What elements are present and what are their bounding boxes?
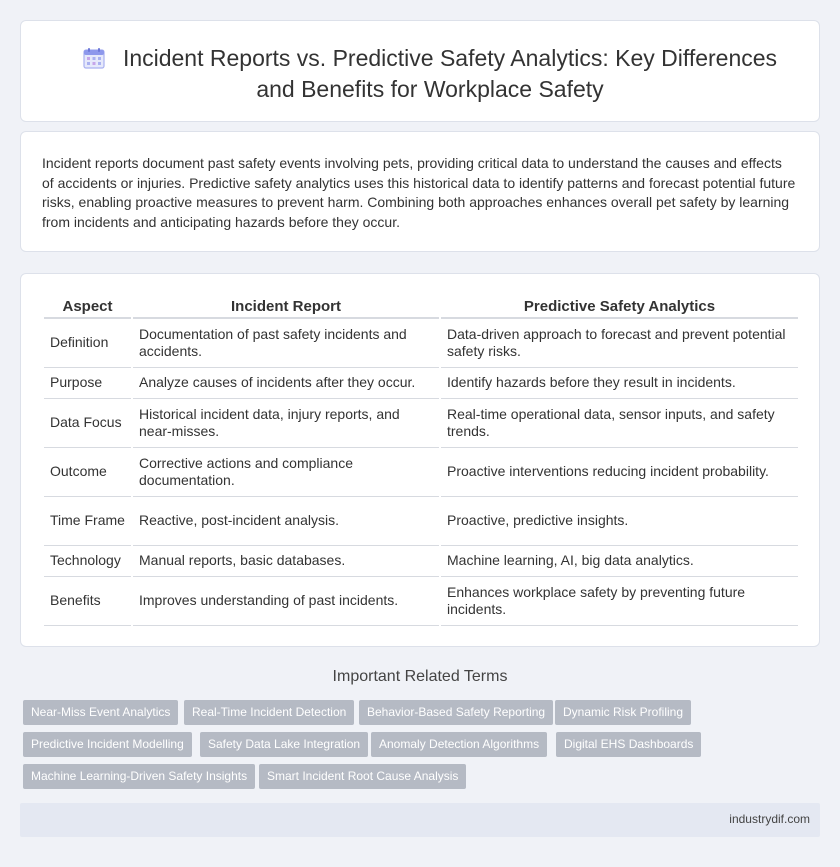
related-term-tag[interactable]: Dynamic Risk Profiling (555, 700, 691, 725)
footer-site-link[interactable]: industrydif.com (729, 812, 810, 826)
header-aspect: Aspect (44, 295, 131, 319)
title-line-1: Incident Reports vs. Predictive Safety Analytics: Key Differences (122, 45, 778, 71)
incident-report-cell: Corrective actions and compliance documentation. (133, 448, 439, 497)
incident-report-cell: Historical incident data, injury reports, and near-misses. (133, 399, 439, 448)
related-term-tag[interactable]: Smart Incident Root Cause Analysis (259, 764, 466, 789)
predictive-analytics-cell: Real-time operational data, sensor inputs, and safety trends. (441, 399, 798, 448)
predictive-analytics-cell: Proactive interventions reducing incident probability. (441, 448, 798, 497)
aspect-cell: Purpose (44, 368, 131, 399)
table-row (44, 319, 798, 368)
incident-report-cell: Improves understanding of past incidents. (133, 577, 439, 626)
table-row (44, 368, 798, 399)
related-term-tag[interactable]: Anomaly Detection Algorithms (371, 732, 547, 757)
table-row (44, 577, 798, 626)
intro-paragraph: Incident reports document past safety events involving pets, providing critical data to understand the causes and effects of accidents or injuries. Predictive safety analytics uses this historical data to identify patterns and forecast potential future risks, enabling proactive measures to prevent harm. Combining both approaches enhances overall pet safety by learning from incidents and anticipating hazards before they occur. (42, 155, 796, 230)
header-predictive-analytics: Predictive Safety Analytics (441, 295, 798, 319)
aspect-cell: Definition (44, 319, 131, 368)
related-term-tag[interactable]: Digital EHS Dashboards (556, 732, 701, 757)
page-title (61, 43, 799, 105)
incident-report-cell: Analyze causes of incidents after they occur. (133, 368, 439, 399)
related-term-tag[interactable]: Behavior-Based Safety Reporting (359, 700, 553, 725)
title-card (20, 20, 820, 122)
calendar-icon (83, 48, 105, 69)
footer-bar (20, 803, 820, 837)
aspect-cell: Time Frame (44, 497, 131, 546)
comparison-card (20, 273, 820, 647)
related-term-tag[interactable]: Predictive Incident Modelling (23, 732, 192, 757)
table-row (44, 448, 798, 497)
aspect-cell: Benefits (44, 577, 131, 626)
comparison-table (42, 295, 800, 626)
incident-report-cell: Manual reports, basic databases. (133, 546, 439, 577)
aspect-cell: Technology (44, 546, 131, 577)
predictive-analytics-cell: Enhances workplace safety by preventing future incidents. (441, 577, 798, 626)
related-term-tag[interactable]: Real-Time Incident Detection (184, 700, 354, 725)
intro-card (20, 131, 820, 252)
related-term-tag[interactable]: Safety Data Lake Integration (200, 732, 368, 757)
table-header-row (44, 295, 798, 319)
predictive-analytics-cell: Identify hazards before they result in incidents. (441, 368, 798, 399)
table-row (44, 546, 798, 577)
related-term-tag[interactable]: Machine Learning-Driven Safety Insights (23, 764, 255, 789)
predictive-analytics-cell: Data-driven approach to forecast and prevent potential safety risks. (441, 319, 798, 368)
aspect-cell: Data Focus (44, 399, 131, 448)
aspect-cell: Outcome (44, 448, 131, 497)
incident-report-cell: Reactive, post-incident analysis. (133, 497, 439, 546)
table-row (44, 497, 798, 546)
predictive-analytics-cell: Machine learning, AI, big data analytics. (441, 546, 798, 577)
header-incident-report: Incident Report (133, 295, 439, 319)
predictive-analytics-cell: Proactive, predictive insights. (441, 497, 798, 546)
incident-report-cell: Documentation of past safety incidents and accidents. (133, 319, 439, 368)
related-term-tag[interactable]: Near-Miss Event Analytics (23, 700, 178, 725)
table-row (44, 399, 798, 448)
title-line-2: and Benefits for Workplace Safety (256, 76, 604, 102)
related-terms-title: Important Related Terms (332, 668, 508, 685)
